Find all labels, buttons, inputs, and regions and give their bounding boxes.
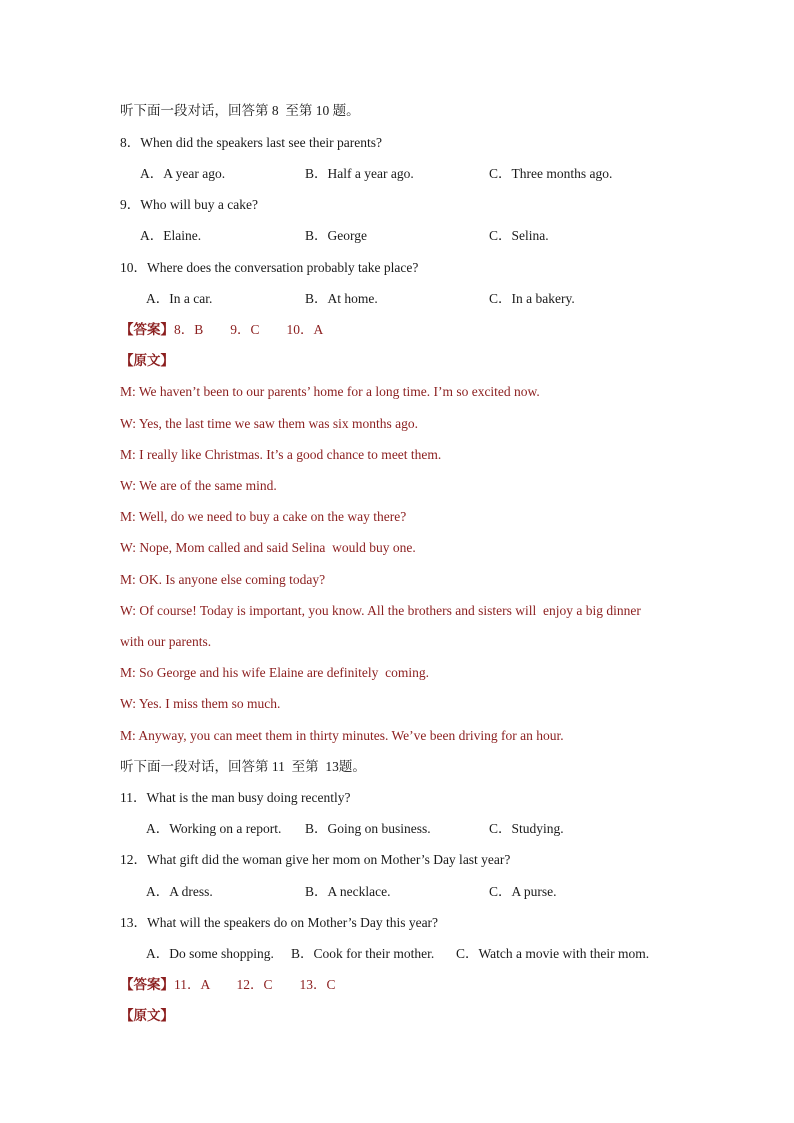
transcript-line: M: Anyway, you can meet them in thirty minutes. We’ve been driving for an hour. <box>120 728 564 743</box>
transcript-line: M: So George and his wife Elaine are definitely coming. <box>120 665 430 680</box>
transcript-line: W: We are of the same mind. <box>120 478 277 493</box>
answer-label: 【答案】 <box>120 322 174 337</box>
option-13b: B．Cook for their mother. <box>291 946 435 961</box>
answer-line <box>120 321 323 339</box>
transcript-line: W: Yes. I miss them so much. <box>120 696 281 711</box>
option-12b: B．A necklace. <box>305 884 391 899</box>
option-10a: A．In a car. <box>146 291 213 306</box>
option-8b: B．Half a year ago. <box>305 166 414 181</box>
transcript-line: with our parents. <box>120 634 212 649</box>
option-11a: A．Working on a report. <box>146 821 282 836</box>
transcript-label: 【原文】 <box>120 353 174 368</box>
question-8: 8．When did the speakers last see their parents? <box>120 135 383 150</box>
question-13: 13．What will the speakers do on Mother’s Day this year? <box>120 915 439 930</box>
answer-values: 8．B 9．C 10．A <box>174 322 324 337</box>
transcript-line: W: Of course! Today is important, you know. All the brothers and sisters will enjoy a big dinner <box>120 603 641 618</box>
transcript-line: M: OK. Is anyone else coming today? <box>120 572 326 587</box>
option-13c: C．Watch a movie with their mom. <box>456 946 650 961</box>
option-9c: C．Selina. <box>489 228 549 243</box>
option-8a: A．A year ago. <box>140 166 226 181</box>
transcript-label: 【原文】 <box>120 1008 174 1023</box>
option-11c: C．Studying. <box>489 821 564 836</box>
answer-values: 11．A 12．C 13．C <box>174 977 336 992</box>
transcript-line: W: Nope, Mom called and said Selina would buy one. <box>120 540 416 555</box>
option-10b: B．At home. <box>305 291 378 306</box>
transcript-line: W: Yes, the last time we saw them was six months ago. <box>120 416 418 431</box>
option-13a: A．Do some shopping. <box>146 946 274 961</box>
section-instruction: 听下面一段对话，回答第 11 至第 13题。 <box>120 759 366 774</box>
question-11: 11．What is the man busy doing recently? <box>120 790 351 805</box>
option-12c: C．A purse. <box>489 884 557 899</box>
option-8c: C．Three months ago. <box>489 166 613 181</box>
question-10: 10．Where does the conversation probably take place? <box>120 260 419 275</box>
option-12a: A．A dress. <box>146 884 213 899</box>
option-9b: B．George <box>305 228 367 243</box>
question-12: 12．What gift did the woman give her mom on Mother’s Day last year? <box>120 852 511 867</box>
answer-label: 【答案】 <box>120 977 174 992</box>
option-10c: C．In a bakery. <box>489 291 575 306</box>
transcript-line: M: I really like Christmas. It’s a good chance to meet them. <box>120 447 442 462</box>
section-instruction: 听下面一段对话，回答第 8 至第 10 题。 <box>120 103 360 118</box>
option-11b: B．Going on business. <box>305 821 431 836</box>
transcript-line: M: We haven’t been to our parents’ home for a long time. I’m so excited now. <box>120 384 540 399</box>
question-9: 9．Who will buy a cake? <box>120 197 258 212</box>
transcript-line: M: Well, do we need to buy a cake on the way there? <box>120 509 407 524</box>
option-9a: A．Elaine. <box>140 228 202 243</box>
answer-line <box>120 976 336 994</box>
